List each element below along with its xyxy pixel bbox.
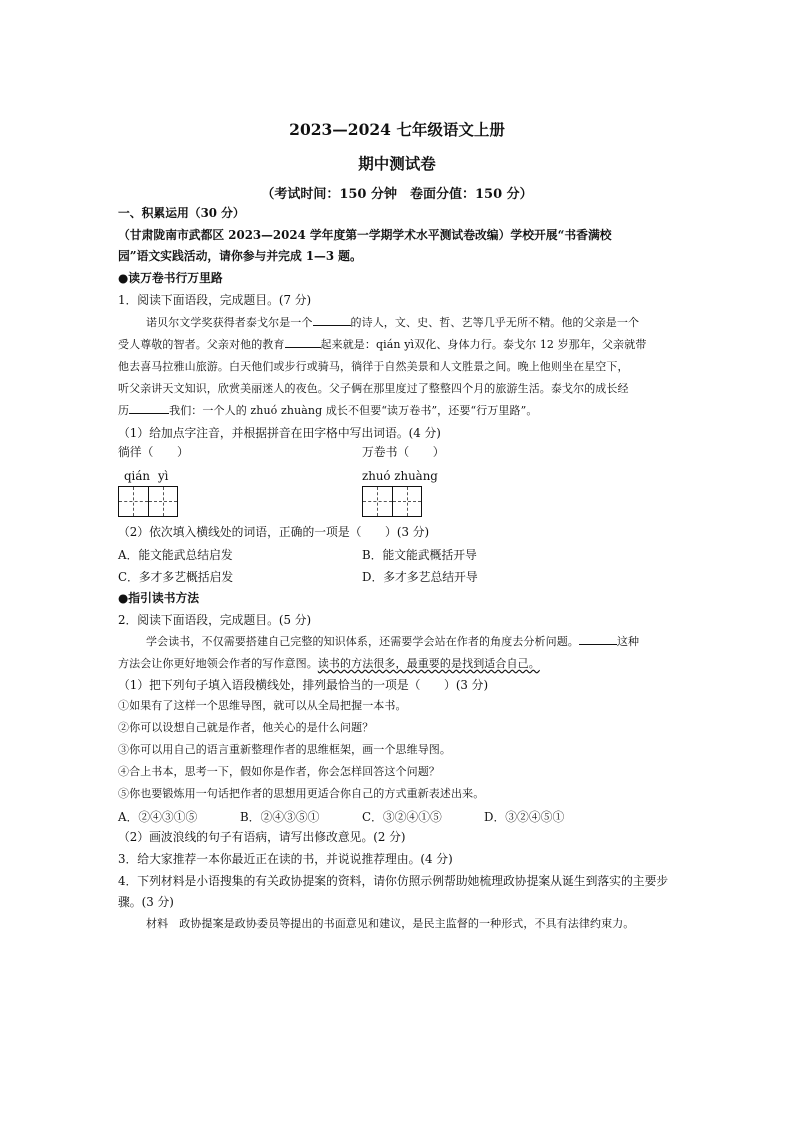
passage1-line3: 他去喜马拉雅山旅游。白天他们或步行或骑马，徜徉于自然美景和人文胜景之间。晚上他则坐在星空下，	[118, 360, 629, 373]
fill-blank[interactable]	[129, 403, 169, 414]
exam-info: （考试时间：150 分钟 卷面分值：150 分）	[261, 187, 533, 202]
q1-option-a[interactable]: A．能文能武总结启发	[118, 548, 233, 562]
q2-sub1: （1）把下列句子填入语段横线处，排列最恰当的一项是（ ）(3 分)	[118, 678, 489, 692]
part1-intro-line1: （甘肃陇南市武都区 2023—2024 学年度第一学期学术水平测试卷改编）学校开展“书香满校	[118, 228, 612, 242]
section1-heading: ●读万卷书行万里路	[118, 271, 223, 285]
q1-stem: 1．阅读下面语段，完成题目。(7 分)	[118, 293, 312, 307]
passage2-line1: 学会读书，不仅需要搭建自己完整的知识体系，还需要学会站在作者的角度去分析问题。 这种	[146, 635, 640, 648]
fill-blank[interactable]	[313, 315, 351, 326]
tian-grid-b[interactable]	[362, 486, 422, 517]
fill-blank[interactable]	[579, 634, 617, 645]
exam-subtitle: 期中测试卷	[358, 154, 436, 173]
q1-sub2: （2）依次填入横线处的词语，正确的一项是（ ）(3 分)	[118, 525, 430, 539]
sentence-5: ⑤你也要锻炼用一句话把作者的思想用更适合你自己的方式重新表述出来。	[118, 787, 485, 800]
q1-option-d[interactable]: D．多才多艺总结开导	[362, 570, 478, 584]
sentence-2: ②你可以设想自己就是作者，他关心的是什么问题？	[118, 721, 374, 734]
q3: 3．给大家推荐一本你最近正在读的书，并说说推荐理由。(4 分)	[118, 852, 453, 866]
pinyin-a2: yì	[158, 469, 169, 483]
sentence-3: ③你可以用自己的语言重新整理作者的思维框架，画一个思维导图。	[118, 743, 451, 756]
q2-sub2: （2）画波浪线的句子有语病，请写出修改意见。(2 分)	[118, 830, 406, 844]
section2-heading: ●指引读书方法	[118, 591, 200, 605]
sentence-1: ①如果有了这样一个思维导图，就可以从全局把握一本书。	[118, 699, 407, 712]
pinyin-a1: qián	[124, 469, 150, 483]
passage2-line2: 方法会让你更好地领会作者的写作意图。读书的方法很多，最重要的是找到适合自己。	[118, 657, 540, 670]
q2-stem: 2．阅读下面语段，完成题目。(5 分)	[118, 613, 312, 627]
word-a: 徜徉（ ）	[118, 445, 189, 459]
q2-option-a[interactable]: A．②④③①⑤	[118, 810, 198, 824]
q4-material: 材料 政协提案是政协委员等提出的书面意见和建议，是民主监督的一种形式，不具有法律约束力。	[146, 917, 635, 930]
q4-line2: 骤。(3 分)	[118, 895, 174, 909]
passage1-line5: 历 我们：一个人的 zhuó zhuàng 成长不但要“读万卷书”，还要“行万里路”。	[118, 404, 538, 417]
q1-option-c[interactable]: C．多才多艺概括启发	[118, 570, 234, 584]
sentence-4: ④合上书本，思考一下，假如你是作者，你会怎样回答这个问题？	[118, 765, 440, 778]
q4-line1: 4．下列材料是小语搜集的有关政协提案的资料，请你仿照示例帮助她梳理政协提案从诞生到落实的主要步	[118, 874, 669, 888]
q2-option-b[interactable]: B．②④③⑤①	[240, 810, 320, 824]
q1-sub1: （1）给加点字注音，并根据拼音在田字格中写出词语。(4 分)	[118, 426, 441, 440]
part1-heading: 一、积累运用（30 分）	[118, 206, 245, 220]
q1-option-b[interactable]: B．能文能武概括开导	[362, 548, 477, 562]
exam-title: 2023—2024 七年级语文上册	[289, 120, 505, 139]
pinyin-b: zhuó zhuàng	[362, 469, 438, 483]
fill-blank[interactable]	[285, 337, 321, 348]
q2-option-c[interactable]: C．③②④①⑤	[362, 810, 442, 824]
word-b: 万卷书（ ）	[362, 445, 445, 459]
passage1-line1: 诺贝尔文学奖获得者泰戈尔是一个 的诗人，文、史、哲、艺等几乎无所不精。他的父亲是一个	[146, 316, 640, 329]
wavy-sentence: 读书的方法很多，最重要的是找到适合自己。	[317, 657, 540, 670]
tian-grid-a[interactable]	[118, 486, 178, 517]
part1-intro-line2: 园”语文实践活动，请你参与并完成 1—3 题。	[118, 249, 362, 263]
passage1-line4: 听父亲讲天文知识，欣赏美丽迷人的夜色。父子俩在那里度过了整整四个月的旅游生活。泰戈尔的成长经	[118, 382, 629, 395]
passage1-line2: 受人尊敬的智者。父亲对他的教育 起来就是：qián yì双化、身体力行。泰戈尔 12 岁那年，父亲就带	[118, 338, 647, 351]
q2-option-d[interactable]: D．③②④⑤①	[484, 810, 565, 824]
